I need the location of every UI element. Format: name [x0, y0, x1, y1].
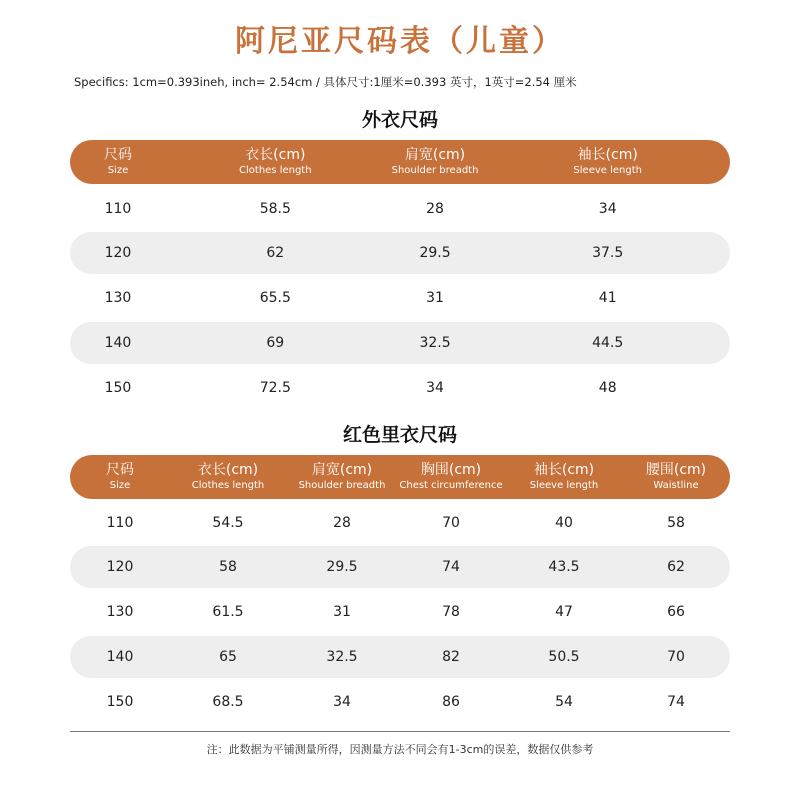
clothes-length-cell: 58.5 [259, 201, 291, 217]
underwear-header-row [70, 455, 730, 499]
clothes-length-cell: 62 [266, 245, 285, 261]
header-sleeve-length-zh: 袖长(cm) [577, 147, 638, 163]
clothes-length-cell: 65 [219, 649, 237, 665]
header-clothes-length-en: Clothes length [239, 165, 312, 176]
chest-circumference-cell: 78 [442, 604, 460, 620]
divider [70, 731, 730, 732]
size-cell: 110 [104, 201, 132, 217]
clothes-length-cell: 58 [219, 559, 237, 575]
header-clothes-length-zh: 衣长(cm) [197, 462, 259, 478]
header-size [70, 147, 166, 177]
table-row [70, 367, 730, 409]
measurement-note: 注：此数据为平铺测量所得，因测量方法不同会有1-3cm的误差，数据仅供参考 [206, 743, 594, 756]
sleeve-length-cell: 54 [555, 694, 573, 710]
shoulder-breadth-cell: 31 [426, 290, 444, 306]
size-cell: 140 [106, 649, 134, 665]
header-chest-circumference-zh: 胸围(cm) [420, 462, 482, 478]
header-clothes-length [170, 462, 286, 492]
header-sleeve-length-en: Sleeve length [529, 480, 599, 491]
sleeve-length-cell: 41 [598, 290, 617, 306]
header-shoulder-breadth [385, 147, 486, 177]
sleeve-length-cell: 47 [555, 604, 573, 620]
size-cell: 150 [104, 380, 132, 396]
outerwear-header-row [70, 140, 730, 184]
header-sleeve-length-zh: 袖长(cm) [533, 462, 595, 478]
header-clothes-length-zh: 衣长(cm) [245, 147, 306, 163]
size-cell: 130 [106, 604, 134, 620]
shoulder-breadth-cell: 28 [333, 515, 351, 531]
table-row [70, 591, 730, 633]
clothes-length-cell: 61.5 [212, 604, 244, 620]
size-cell: 130 [104, 290, 132, 306]
size-cell: 120 [104, 245, 132, 261]
shoulder-breadth-cell: 31 [333, 604, 351, 620]
sleeve-length-cell: 37.5 [592, 245, 624, 261]
header-shoulder-breadth-en: Shoulder breadth [391, 165, 479, 176]
chest-circumference-cell: 86 [442, 694, 460, 710]
header-sleeve-length-en: Sleeve length [573, 165, 642, 176]
size-cell: 120 [106, 559, 134, 575]
waistline-cell: 74 [667, 694, 685, 710]
header-size-en: Size [107, 165, 129, 176]
table-row [70, 681, 730, 723]
table-row [70, 277, 730, 319]
size-cell: 140 [104, 335, 132, 351]
shoulder-breadth-cell: 34 [426, 380, 444, 396]
table-row [70, 322, 730, 364]
waistline-cell: 62 [667, 559, 685, 575]
clothes-length-cell: 65.5 [259, 290, 291, 306]
shoulder-breadth-cell: 32.5 [419, 335, 451, 351]
header-shoulder-breadth-zh: 肩宽(cm) [311, 462, 373, 478]
table-row [70, 232, 730, 274]
header-waistline [624, 462, 728, 492]
table-row [70, 546, 730, 588]
header-size-zh: 尺码 [106, 462, 134, 478]
header-size-en: Size [109, 480, 131, 491]
clothes-length-cell: 72.5 [259, 380, 291, 396]
header-sleeve-length [485, 147, 730, 177]
page-title: 阿尼亚尺码表（儿童） [235, 24, 565, 59]
header-shoulder-breadth-zh: 肩宽(cm) [404, 147, 466, 163]
header-size [70, 462, 170, 492]
waistline-cell: 70 [667, 649, 685, 665]
sleeve-length-cell: 50.5 [548, 649, 580, 665]
size-cell: 110 [106, 515, 134, 531]
header-chest-circumference-en: Chest circumference [399, 480, 503, 491]
header-clothes-length [166, 147, 385, 177]
waistline-cell: 58 [667, 515, 685, 531]
table-row [70, 188, 730, 230]
chest-circumference-cell: 74 [442, 559, 460, 575]
shoulder-breadth-cell: 29.5 [326, 559, 358, 575]
header-size-zh: 尺码 [103, 147, 132, 163]
shoulder-breadth-cell: 34 [333, 694, 351, 710]
chest-circumference-cell: 82 [442, 649, 460, 665]
sleeve-length-cell: 40 [555, 515, 573, 531]
sleeve-length-cell: 44.5 [592, 335, 624, 351]
header-clothes-length-en: Clothes length [191, 480, 265, 491]
clothes-length-cell: 69 [266, 335, 285, 351]
waistline-cell: 66 [667, 604, 685, 620]
sleeve-length-cell: 43.5 [548, 559, 580, 575]
clothes-length-cell: 68.5 [212, 694, 244, 710]
header-waistline-zh: 腰围(cm) [645, 462, 707, 478]
header-sleeve-length [504, 462, 624, 492]
table-row [70, 636, 730, 678]
unit-conversion-note: Specifics: 1cm=0.393ineh, inch= 2.54cm / 具体尺寸:1厘米=0.393 英寸，1英寸=2.54 厘米 [74, 75, 577, 89]
outerwear-section-title: 外衣尺码 [361, 109, 438, 131]
chest-circumference-cell: 70 [442, 515, 460, 531]
shoulder-breadth-cell: 29.5 [419, 245, 451, 261]
header-waistline-en: Waistline [653, 480, 699, 491]
header-shoulder-breadth-en: Shoulder breadth [298, 480, 386, 491]
header-chest-circumference [398, 462, 504, 492]
size-cell: 150 [106, 694, 134, 710]
sleeve-length-cell: 34 [598, 201, 617, 217]
table-row [70, 502, 730, 544]
sleeve-length-cell: 48 [598, 380, 617, 396]
shoulder-breadth-cell: 32.5 [326, 649, 358, 665]
header-shoulder-breadth [286, 462, 398, 492]
clothes-length-cell: 54.5 [212, 515, 244, 531]
shoulder-breadth-cell: 28 [426, 201, 444, 217]
underwear-section-title: 红色里衣尺码 [342, 424, 457, 446]
